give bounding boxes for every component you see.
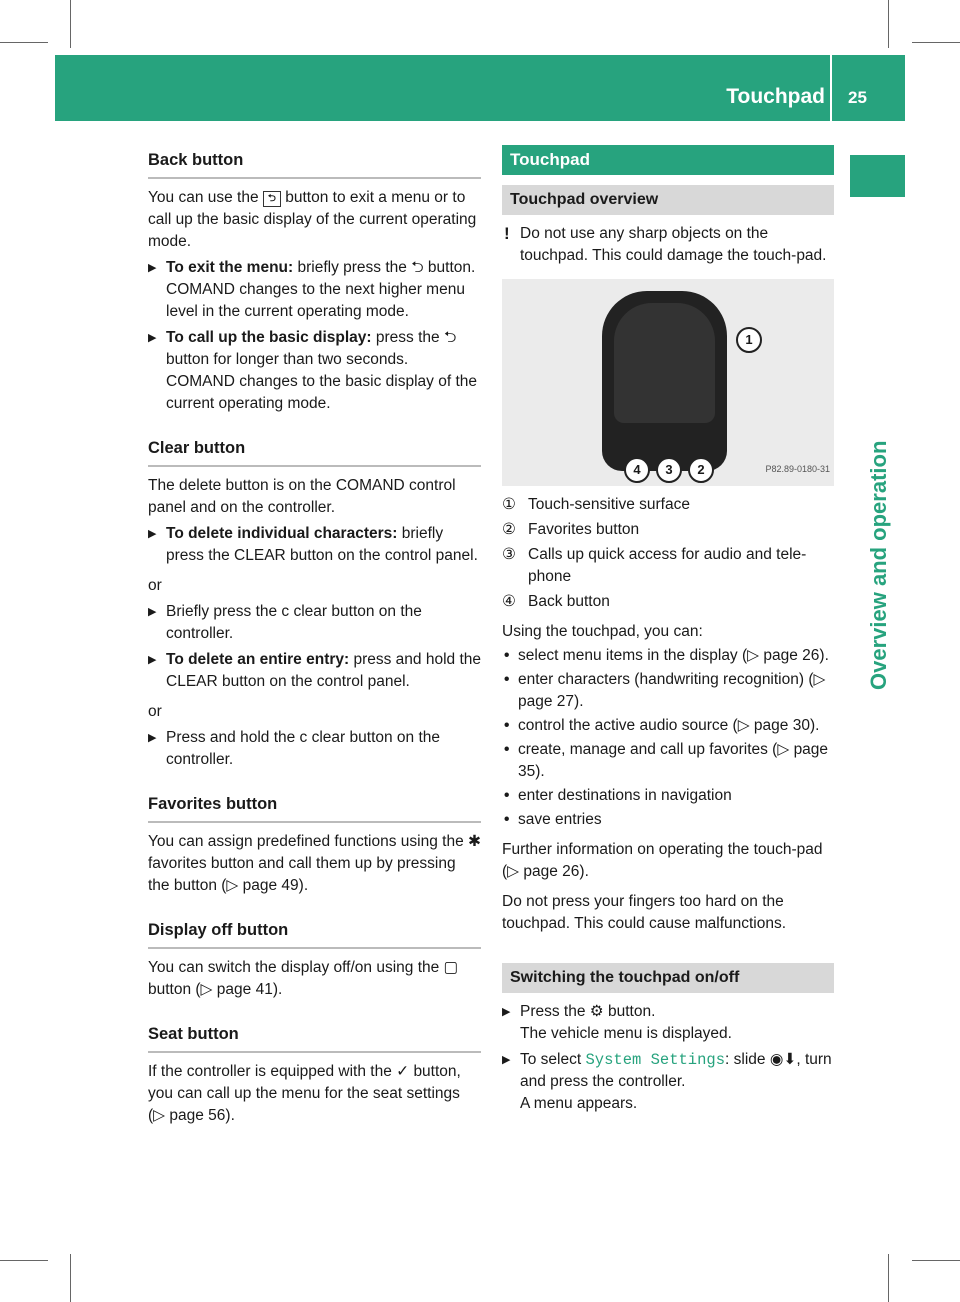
list-item: • save entries	[502, 809, 834, 831]
paragraph: Do not press your fingers too hard on the touchpad. This could cause malfunctions.	[502, 893, 787, 932]
callout-4: 4	[624, 457, 650, 483]
header-divider	[830, 55, 832, 121]
step-item: ▶ To delete an entire entry: press and hold the CLEAR button on the control panel.	[148, 649, 481, 693]
section-heading: Back button	[148, 145, 481, 179]
crop-mark	[70, 1254, 71, 1302]
crop-mark	[888, 1254, 889, 1302]
warning-icon: !	[504, 224, 510, 243]
paragraph: The delete button is on the COMAND control panel and on the controller.	[148, 477, 456, 516]
paragraph: You can use the ⮌ button to exit a menu or to call up the basic display of the current operating mode.	[148, 189, 477, 250]
list-item: • control the active audio source (▷ page 30).	[502, 715, 834, 737]
step-item: ▶ Briefly press the c clear button on the controller.	[148, 601, 481, 645]
subsection-heading: Switching the touchpad on/off	[502, 963, 834, 993]
back-key-icon: ⮌	[263, 191, 281, 207]
crop-mark	[912, 1260, 960, 1261]
legend-item: ① Touch-sensitive surface	[502, 496, 690, 513]
touch-surface	[614, 303, 715, 423]
list-item: • enter destinations in navigation	[502, 785, 834, 807]
paragraph: You can assign predefined functions using the ✱ favorites button and call them up by pressing the button (▷ page 49).	[148, 833, 481, 894]
favorites-button-section	[148, 789, 481, 897]
touchpad-image	[602, 291, 727, 471]
paragraph: Further information on operating the touch-pad (▷ page 26).	[502, 841, 823, 880]
callout-1: 1	[736, 327, 762, 353]
step-item: ▶ To exit the menu: briefly press the ⮌ button. COMAND changes to the next higher menu level in the current operating mode.	[148, 257, 481, 323]
legend	[502, 494, 834, 613]
subsection-heading: Touchpad overview	[502, 185, 834, 215]
page-number: 25	[848, 88, 867, 107]
header-title: Touchpad	[726, 85, 825, 108]
section-heading: Display off button	[148, 915, 481, 949]
clear-button-section	[148, 433, 481, 771]
side-tab-label: Overview and operation	[866, 440, 891, 690]
legend-item: ② Favorites button	[502, 521, 640, 538]
legend-item: ③ Calls up quick access for audio and tele-phone	[502, 546, 807, 585]
section-heading: Clear button	[148, 433, 481, 467]
paragraph: Using the touchpad, you can:	[502, 623, 703, 640]
menu-item-name: System Settings	[585, 1051, 726, 1069]
warning-note: ! Do not use any sharp objects on the touchpad. This could damage the touch-pad.	[504, 224, 827, 264]
crop-mark	[888, 0, 889, 48]
crop-mark	[0, 1260, 48, 1261]
seat-button-section	[148, 1019, 481, 1127]
paragraph: If the controller is equipped with the ✓ button, you can call up the menu for the seat settings (▷ page 56).	[148, 1063, 461, 1124]
section-heading: Favorites button	[148, 789, 481, 823]
or-text: or	[148, 703, 162, 720]
or-text: or	[148, 577, 162, 594]
step-item: ▶ Press the ⚙ button. The vehicle menu is displayed.	[502, 1001, 834, 1045]
step-item: ▶ To call up the basic display: press the ⮌ button for longer than two seconds. COMAND changes to the basic display of the current operating mode.	[148, 327, 481, 415]
callout-3: 3	[656, 457, 682, 483]
display-off-section	[148, 915, 481, 1001]
paragraph: You can switch the display off/on using the ▢ button (▷ page 41).	[148, 959, 459, 998]
list-item: • select menu items in the display (▷ page 26).	[502, 645, 834, 667]
right-column	[502, 145, 834, 1115]
section-heading: Seat button	[148, 1019, 481, 1053]
step-item: ▶ To delete individual characters: briefly press the CLEAR button on the control panel.	[148, 523, 481, 567]
left-column	[148, 145, 481, 1145]
side-tab-block	[850, 155, 905, 197]
crop-mark	[70, 0, 71, 48]
crop-mark	[912, 42, 960, 43]
figure-code: P82.89-0180-31	[765, 464, 830, 474]
chapter-heading: Touchpad	[502, 145, 834, 175]
list-item: • create, manage and call up favorites (▷ page 35).	[502, 739, 834, 783]
step-item: ▶ To select System Settings: slide ◉⬇, turn and press the controller. A menu appears.	[502, 1049, 834, 1115]
crop-mark	[0, 42, 48, 43]
back-button-section	[148, 145, 481, 415]
legend-item: ④ Back button	[502, 593, 610, 610]
step-item: ▶ Press and hold the c clear button on the controller.	[148, 727, 481, 771]
callout-2: 2	[688, 457, 714, 483]
list-item: • enter characters (handwriting recognition) (▷ page 27).	[502, 669, 834, 713]
touchpad-figure	[502, 279, 834, 486]
